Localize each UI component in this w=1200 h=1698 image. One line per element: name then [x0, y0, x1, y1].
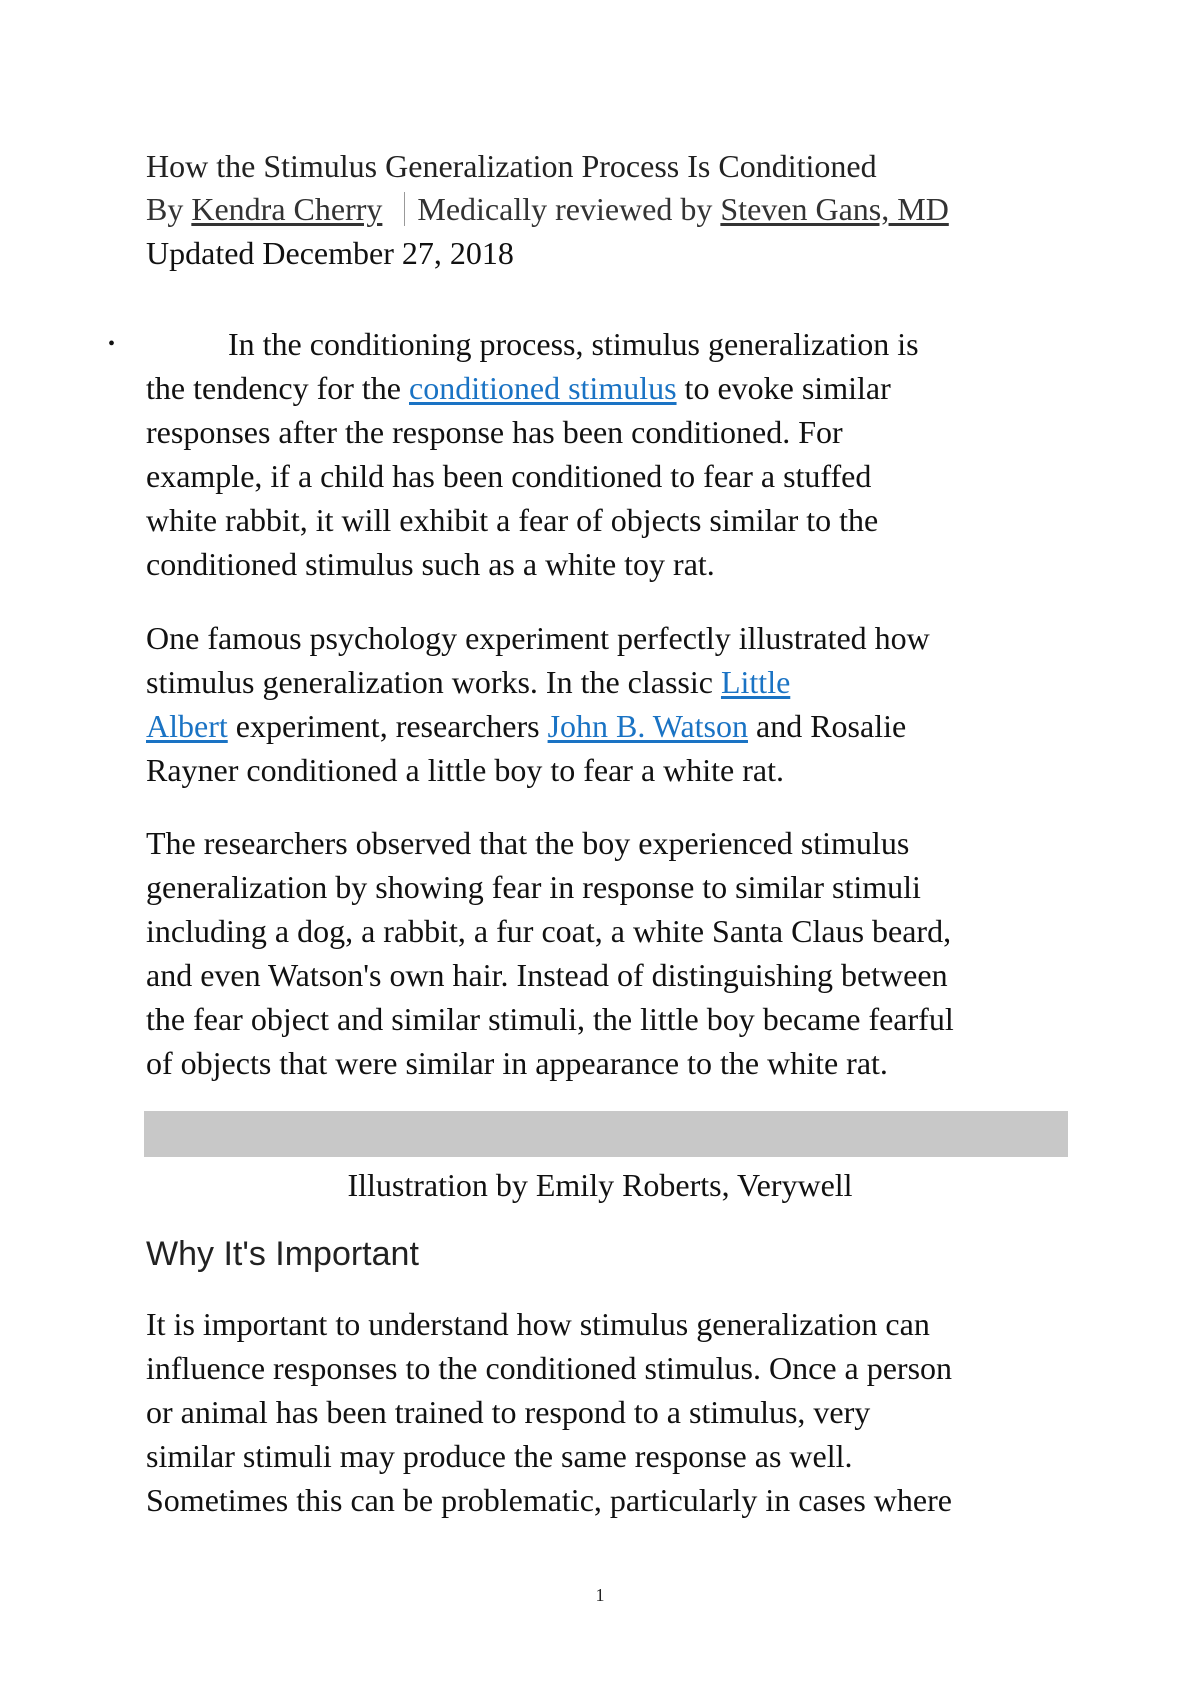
paragraph-line: conditioned stimulus such as a white toy rat.: [146, 546, 715, 582]
byline-divider: [404, 192, 405, 226]
byline: [146, 187, 949, 231]
paragraph-line: of objects that were similar in appearance to the white rat.: [146, 1045, 888, 1081]
paragraph-line: [146, 366, 1086, 410]
paragraph-line: influence responses to the conditioned stimulus. Once a person: [146, 1350, 953, 1386]
paragraph-3: [146, 821, 1086, 1085]
illustration-caption: Illustration by Emily Roberts, Verywell: [347, 1167, 853, 1203]
paragraph-line: In the conditioning process, stimulus generalization is: [228, 326, 919, 362]
paragraph-line: similar stimuli may produce the same response as well.: [146, 1438, 853, 1474]
paragraph-line: Sometimes this can be problematic, particularly in cases where: [146, 1482, 952, 1518]
by-prefix: By: [146, 191, 192, 227]
text-span: to evoke similar: [676, 370, 891, 406]
updated-date: Updated December 27, 2018: [146, 235, 514, 271]
little-albert-link[interactable]: Little: [720, 664, 791, 700]
paragraph-line: responses after the response has been conditioned. For: [146, 414, 843, 450]
paragraph-line: or animal has been trained to respond to a stimulus, very: [146, 1394, 871, 1430]
text-span: the tendency for the: [146, 370, 409, 406]
paragraph-line: The researchers observed that the boy experienced stimulus: [146, 825, 910, 861]
paragraph-line: It is important to understand how stimulus generalization can: [146, 1306, 930, 1342]
page-number: 1: [595, 1585, 605, 1605]
reviewed-prefix: Medically reviewed by: [417, 191, 721, 227]
section-heading: Why It's Important: [146, 1235, 419, 1273]
conditioned-stimulus-link[interactable]: conditioned stimulus: [409, 370, 677, 406]
john-watson-link[interactable]: John B. Watson: [547, 708, 748, 744]
illustration-placeholder: [144, 1111, 1068, 1157]
paragraph-line: generalization by showing fear in response to similar stimuli: [146, 869, 921, 905]
paragraph-line: [146, 704, 1086, 748]
author-link[interactable]: Kendra Cherry: [191, 191, 383, 227]
paragraph-line: [146, 660, 1086, 704]
paragraph-line: Rayner conditioned a little boy to fear a white rat.: [146, 752, 784, 788]
article-title: How the Stimulus Generalization Process Is Conditioned: [146, 148, 877, 184]
paragraph-line: white rabbit, it will exhibit a fear of objects similar to the: [146, 502, 879, 538]
paragraph-2: [146, 616, 1086, 792]
bullet-icon: •: [108, 333, 116, 355]
paragraph-line: example, if a child has been conditioned to fear a stuffed: [146, 458, 872, 494]
text-span: and Rosalie: [747, 708, 907, 744]
text-span: experiment, researchers: [227, 708, 548, 744]
paragraph-1: [146, 322, 1086, 586]
little-albert-link-cont[interactable]: Albert: [146, 708, 228, 744]
reviewer-link[interactable]: Steven Gans, MD: [720, 191, 949, 227]
paragraph-line: and even Watson's own hair. Instead of distinguishing between: [146, 957, 948, 993]
paragraph-4: [146, 1302, 1086, 1522]
paragraph-line: including a dog, a rabbit, a fur coat, a white Santa Claus beard,: [146, 913, 952, 949]
text-span: stimulus generalization works. In the classic: [146, 664, 721, 700]
paragraph-line: the fear object and similar stimuli, the little boy became fearful: [146, 1001, 954, 1037]
paragraph-line: One famous psychology experiment perfectly illustrated how: [146, 620, 930, 656]
